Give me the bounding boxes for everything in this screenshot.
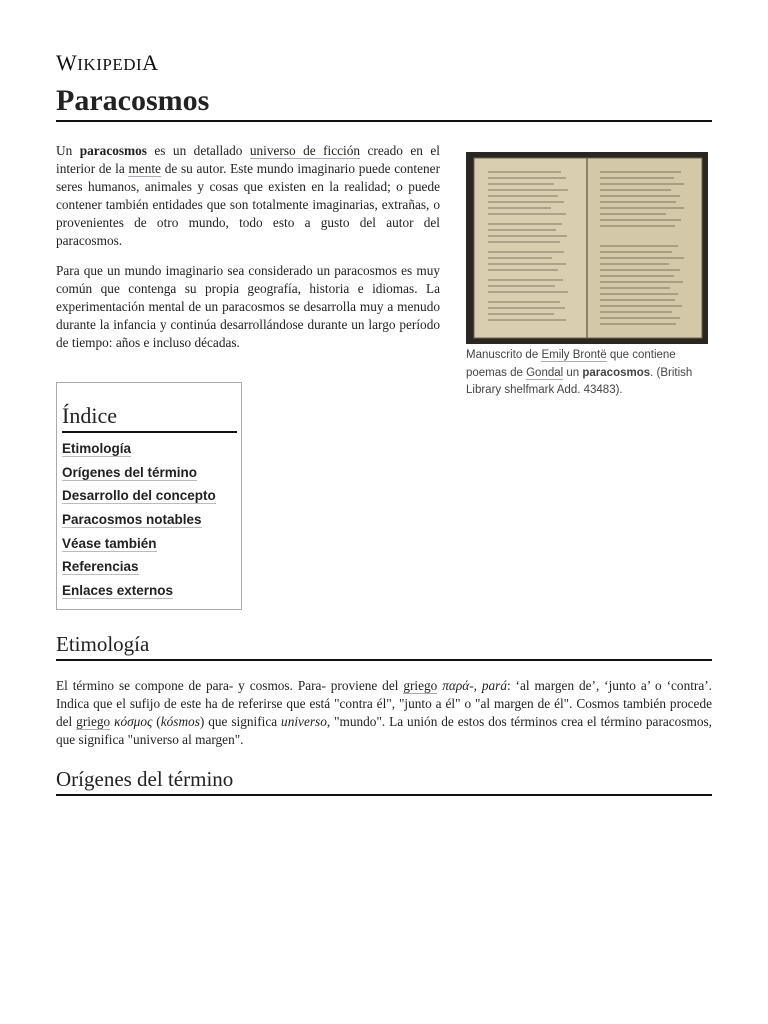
text: Un: [56, 143, 80, 158]
text: ,: [473, 678, 482, 693]
etimologia-paragraph: [56, 677, 712, 749]
toc-item-label: Orígenes del término: [62, 464, 198, 480]
section-heading-etimologia: Etimología: [56, 632, 712, 661]
intro-paragraph-2: Para que un mundo imaginario sea considerado un paracosmos es muy común que contenga su propia geografía, historia e idiomas. La experimentación mental de un paracosmos se desarrolla muy a menudo durante la infancia y continúa desarrollándose durante un largo período de tiempo: años e incluso décadas.: [56, 263, 440, 350]
italic-term: παρά-: [442, 678, 474, 693]
toc-item-referencias[interactable]: [62, 557, 237, 581]
bold-term: paracosmos: [582, 366, 651, 379]
text: , "mundo". La unión de estos dos términos crea el término paracosmos, que significa "universo al margen".: [56, 714, 712, 747]
toc-item-label: Etimología: [62, 441, 132, 456]
link-griego[interactable]: griego: [403, 678, 438, 693]
text: creado en el interior de la: [56, 143, 440, 176]
link-griego-2[interactable]: griego: [76, 714, 111, 729]
italic-term: universo: [281, 714, 327, 729]
toc-item-label: Referencias: [62, 559, 139, 575]
link-emily-bronte[interactable]: Emily Brontë: [541, 349, 607, 361]
italic-term: pará: [481, 678, 507, 693]
link-mente[interactable]: mente: [128, 161, 161, 176]
text: ) que significa: [199, 714, 282, 729]
toc-title: Índice: [62, 403, 237, 433]
text: El término se compone de para- y cosmos. Para- proviene del: [56, 678, 404, 693]
text: que contiene poemas de: [466, 349, 676, 379]
toc-item-label: Enlaces externos: [62, 583, 174, 599]
toc-item-label: Paracosmos notables: [62, 512, 202, 528]
wordmark-letter: A: [142, 50, 159, 75]
page-title: Paracosmos: [56, 84, 712, 122]
text: : ‘al margen de’, ‘junto a’ o ‘contra’. Indica que el sufijo de este ha de referirse que está "contra él", "junto a él" o "al margen de él". Cosmos también procede del: [56, 678, 712, 729]
intro-paragraph-1: [56, 142, 440, 250]
figure-caption: [466, 347, 708, 400]
text: un: [563, 366, 583, 379]
text: es un detallado: [146, 143, 250, 158]
text: Manuscrito de: [466, 349, 542, 361]
text: . (British Library shelfmark Add. 43483).: [466, 366, 693, 396]
toc-item-vease[interactable]: [62, 534, 237, 558]
italic-term: kósmos: [160, 714, 200, 729]
link-universo-de-ficcion[interactable]: universo de ficción: [249, 143, 361, 158]
toc-item-desarrollo[interactable]: [62, 486, 237, 510]
toc-list: [62, 439, 237, 605]
section-heading-origenes: Orígenes del término: [56, 767, 712, 796]
toc-item-label: Desarrollo del concepto: [62, 488, 216, 504]
toc-item-etimologia[interactable]: [62, 439, 237, 463]
text: (: [152, 714, 161, 729]
wordmark-letters: IKIPEDI: [77, 55, 143, 74]
toc-item-label: Véase también: [62, 535, 157, 551]
italic-term: κόσμος: [114, 714, 153, 729]
text: de su autor. Este mundo imaginario puede contener seres humanos, animales y cosas que existen en la realidad; o puede contener también entidades que son totalmente imaginarias, extrañas, o provenientes de otro mundo, todo esto a gusto del autor del paracosmos.: [56, 161, 440, 248]
link-gondal[interactable]: Gondal: [526, 366, 564, 379]
table-of-contents: [56, 382, 242, 610]
toc-item-enlaces[interactable]: [62, 581, 237, 605]
figure: [466, 152, 708, 400]
manuscript-photo-icon[interactable]: [466, 152, 708, 344]
wikipedia-wordmark[interactable]: [56, 50, 159, 76]
bold-term: paracosmos: [79, 143, 147, 158]
toc-item-notables[interactable]: [62, 510, 237, 534]
wordmark-letter: W: [56, 50, 78, 75]
toc-item-origenes[interactable]: [62, 463, 237, 487]
